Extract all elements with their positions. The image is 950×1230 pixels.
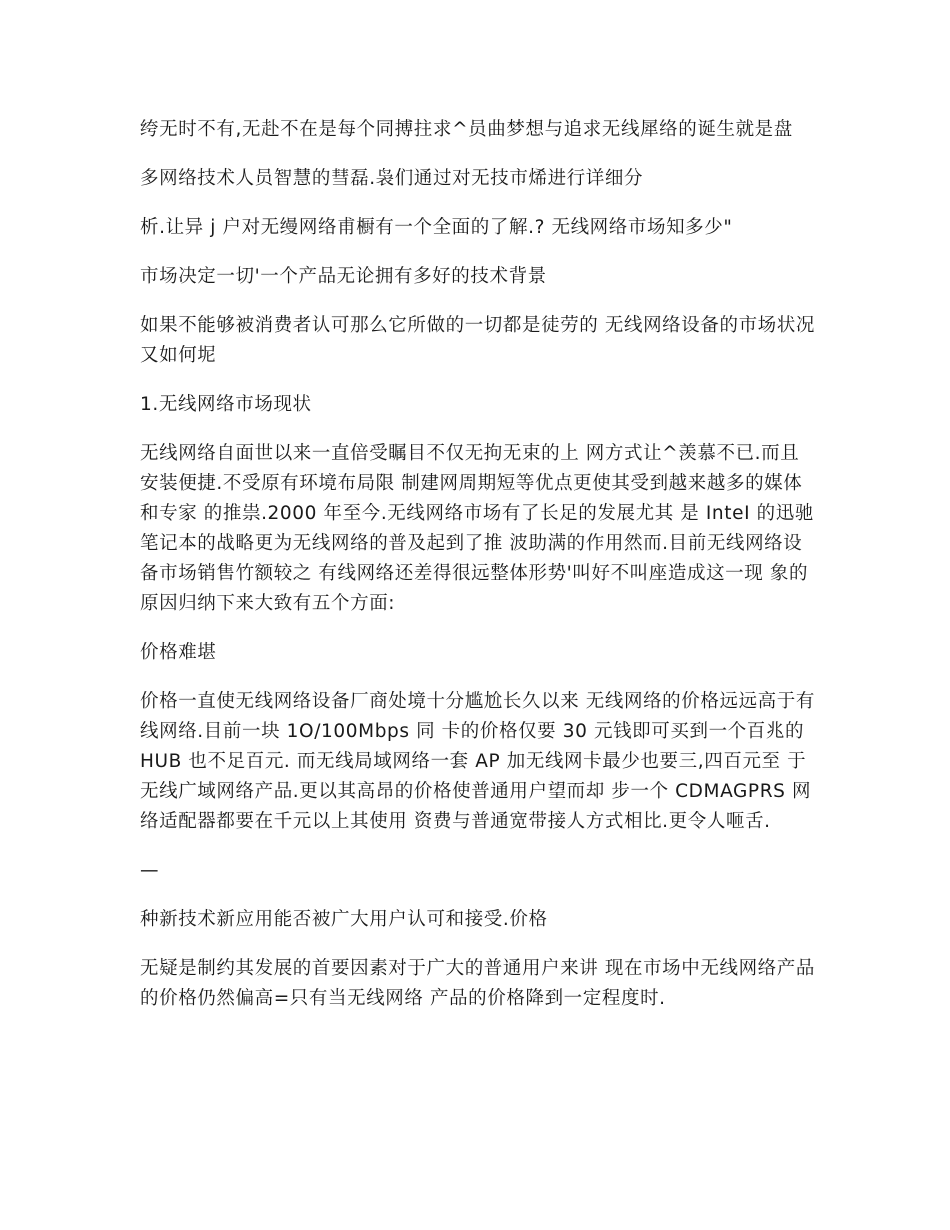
section-heading-market-status: 1.无线网络市场现状 (140, 394, 312, 415)
paragraph-consumer-approval: 如果不能够被消费者认可那么它所做的一切都是徒劳的 无线网络设备的市场状况又如何坭 (140, 315, 815, 366)
paragraph-intro-3: 析.让异 j 户对无缦网络甫橱有一个全面的了解.? 无线网络市场知多少" (140, 217, 733, 238)
document-page (140, 115, 816, 1033)
paragraph-market-decides: 市场决定一切'一个产品无论拥有多好的技术背景 (140, 266, 547, 287)
paragraph-new-tech: 种新技术新应用能否被广大用户认可和接受.价格 (140, 909, 548, 930)
dash-line: — (140, 860, 159, 881)
paragraph-intro-2: 多网络技术人员智慧的彗磊.袅们通过对无技市烯进行详细分 (140, 168, 644, 189)
paragraph-price-factor: 无疑是制约其发展的首要因素对于广大的普通用户来讲 现在市场中无线网络产品的价格仍然偏高=只有当无线网络 产品的价格降到一定程度时. (140, 958, 815, 1009)
paragraph-intro-1: 绔无时不有,无赴不在是每个同搏拄求^员曲梦想与追求无线犀络的诞生就是盘 (140, 119, 793, 140)
paragraph-market-status: 无线网络自面世以来一直倍受瞩目不仅无拘无束的上 网方式让^羡慕不已.而且安装便捷.不受原有环境布局限 制建网周期短等优点更使其受到越来越多的媒体和专家 的推祟.2000 年至今.无线网络市场有了长足的发展尤其 是 InteI 的迅驰笔记本的战略更为无线网络的普及起到了推 波助满的作用然而.目前无线网络设备市场销售竹额较之 有线网络还差得很远整体形势'叫好不叫座造成这一现 象的原因归纳下来大致有五个方面: (140, 443, 814, 614)
subheading-price: 价格难堪 (140, 642, 217, 663)
paragraph-price: 价格一直使无线网络设备厂商处境十分尴尬长久以来 无线网络的价格远远高于有线网络.目前一块 1O/100Mbps 同 卡的价格仅要 30 元钱即可买到一个百兆的 HUB 也不足百元. 而无线局域网络一套 AP 加无线网卡最少也要三,四百元至 于无线广域网络产品.更以其高昂的价格使普通用户望而却 步一个 CDMAGPRS 网络适配器都要在千元以上其使用 资费与普通宽带接人方式相比.更令人咂舌. (140, 691, 815, 832)
